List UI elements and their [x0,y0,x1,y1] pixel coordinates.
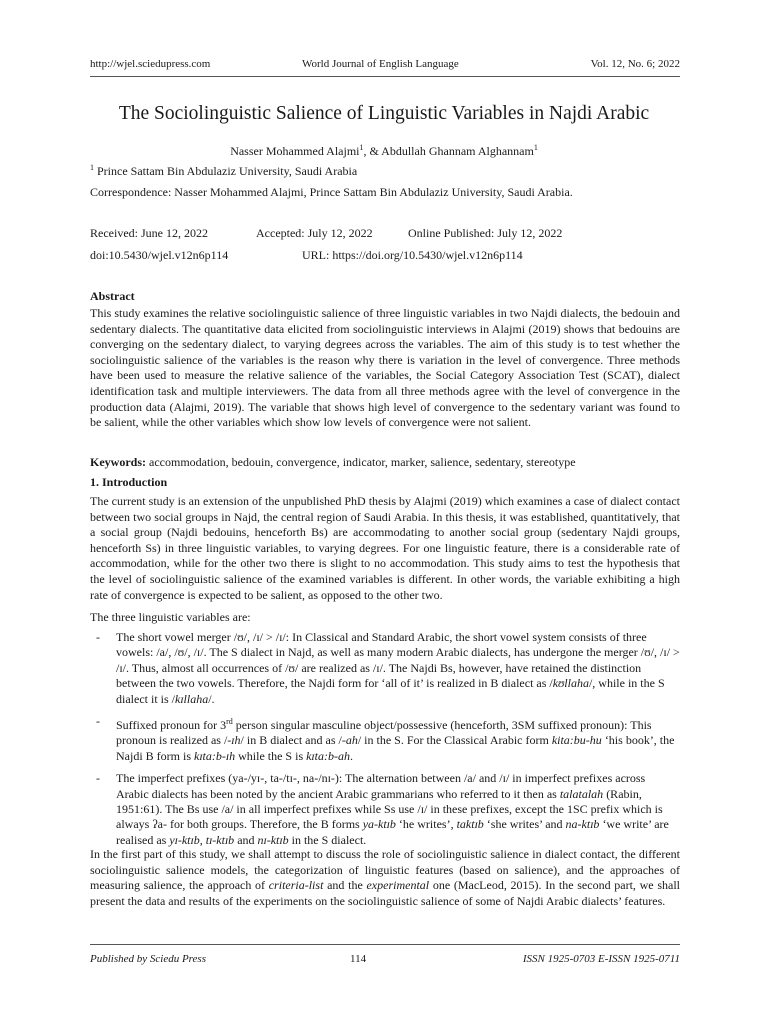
affiliation-marker: 1 [90,163,94,172]
published-date: Online Published: July 12, 2022 [408,226,563,240]
footer-rule [90,944,680,945]
affiliation [90,163,357,179]
author-affil-marker: 1 [533,143,538,152]
section-heading: 1. Introduction [90,475,168,489]
doi: doi:10.5430/wjel.v12n6p114 [90,248,229,262]
paper-title: The Sociolinguistic Salience of Linguistic Variables in Najdi Arabic [118,103,650,124]
list-item: - The imperfect prefixes (ya-/yɪ-, ta-/tɪ-, na-/nɪ-): The alternation between /a/ and /ɪ/ in imperfect prefixes across Arabic dialects has been noted by the ancient Arabic grammarians who referred to it then as talatalah (Rabin, 1951:61). The Bs use /a/ in all imperfect prefixes while Ss use /ɪ/ in these prefixes, except the 1SC prefix which is always ʔa- for both groups. Therefore, the B forms ya-ktɪb ‘he writes’, taktɪb ‘she writes’ and na-ktɪb ‘we write’ are realised as yɪ-ktɪb, tɪ-ktɪb and nɪ-ktɪb in the S dialect. [96,771,669,847]
keywords-text: accommodation, bedouin, convergence, indicator, marker, salience, sedentary, stereotype [146,455,576,469]
accepted-date: Accepted: July 12, 2022 [256,226,373,240]
doi-line [90,248,680,264]
keywords [90,455,680,470]
doi-url[interactable]: URL: https://doi.org/10.5430/wjel.v12n6p114 [302,248,523,262]
journal-url: http://wjel.sciedupress.com [90,58,211,70]
abstract-heading: Abstract [90,289,135,303]
author-line [0,143,768,159]
running-header [90,58,680,74]
header-rule [90,76,680,77]
issn: ISSN 1925-0703 E-ISSN 1925-0711 [522,953,680,965]
page-footer [90,953,680,969]
volume-info: Vol. 12, No. 6; 2022 [590,58,680,70]
author-name: Nasser Mohammed Alajmi [230,144,360,158]
publisher: Published by Sciedu Press [90,953,206,965]
author-name: , & Abdullah Ghannam Alghannam [363,144,534,158]
author-affil-marker: 1 [359,143,364,152]
variable-list [90,630,680,855]
affiliation-text: Prince Sattam Bin Abdulaziz University, Saudi Arabia [94,164,358,178]
correspondence: Correspondence: Nasser Mohammed Alajmi, Prince Sattam Bin Abdulaziz University, Saudi Arabia. [90,185,573,199]
closing-paragraph: In the first part of this study, we shall attempt to discuss the role of sociolinguistic salience in dialect contact, the different sociolinguistic salience models, the categorization of linguistic features (based on salience), and the approaches of measuring salience, the approach of criteria-list and the experimental one (MacLeod, 2015). In the second part, we shall present the data and results of the experiments on the sociolinguistic salience of some of Najdi Arabic dialects’ features. [90,847,680,908]
list-item: - Suffixed pronoun for 3rd person singular masculine object/possessive (henceforth, 3SM suffixed pronoun): This pronoun is realized as /-ɪh/ in B dialect and as /-ah/ in the S. For the Classical Arabic form kita:bu-hu ‘his book’, the Najdi B form is kɪta:b-ɪh while the S is kɪta:b-ah. [96,714,675,763]
received-date: Received: June 12, 2022 [90,226,208,240]
publication-dates [90,226,680,242]
abstract-text: This study examines the relative sociolinguistic salience of three linguistic variables in two Najdi dialects, the bedouin and sedentary dialects. The quantitative data elicited from sociolinguistic interviews in Alajmi (2019) shows that bedouins are converging on the sedentary dialect, to varying degrees across the variables. The aim of this study is to test whether the sociolinguistic salience of the variables is the reason why there is variation in the level of convergence. Three methods have been used to measure the relative salience of the variables, the Social Category Association Test (SCAT), dialect identification task and multiple interviewers. The data from all three methods agree with the level of convergence in the production data (Alajmi, 2019). The variable that shows high level of convergence to the sedentary variant was found to be salient, while the other variables which show low levels of convergence were not salient. [90,306,680,430]
page-number: 114 [350,953,367,965]
keywords-label: Keywords: [90,455,146,469]
journal-name: World Journal of English Language [302,58,459,70]
intro-paragraph: The current study is an extension of the unpublished PhD thesis by Alajmi (2019) which examines a case of dialect contact between two social groups in Najd, the central region of Saudi Arabia. In this thesis, it was established, quantitatively, that a social group (Najdi bedouins, henceforth Bs) are accommodating to another social group (sedentary Najdi groups, henceforth Ss) in three linguistic variables, to varying degrees. For one linguistic feature, there is a considerable rate of accommodation, while for the other two there is slight to no accommodation. This study aims to test the hypothesis that the level of sociolinguistic salience of the examined variables is different. In other words, the variable exhibiting a high rate of convergence is expected to be salient, as opposed to the other two. [90,494,680,602]
list-item: - The short vowel merger /ʊ/, /ɪ/ > /ɪ/: In Classical and Standard Arabic, the short vowel system consists of three vowels: /a/, /ʊ/, /ɪ/. The S dialect in Najd, as well as many modern Arabic dialects, has undergone the merger /ʊ/, /ɪ/ > /ɪ/. Thus, almost all occurrences of /ʊ/ are realized as /ɪ/. The Najdi Bs, however, have retained the distinction between the two vowels. Therefore, the Najdi form for ‘all of it’ is realized in B dialect as /kʊllaha/, while in the S dialect it is /kɪllaha/. [96,630,680,706]
variables-intro: The three linguistic variables are: [90,610,251,624]
